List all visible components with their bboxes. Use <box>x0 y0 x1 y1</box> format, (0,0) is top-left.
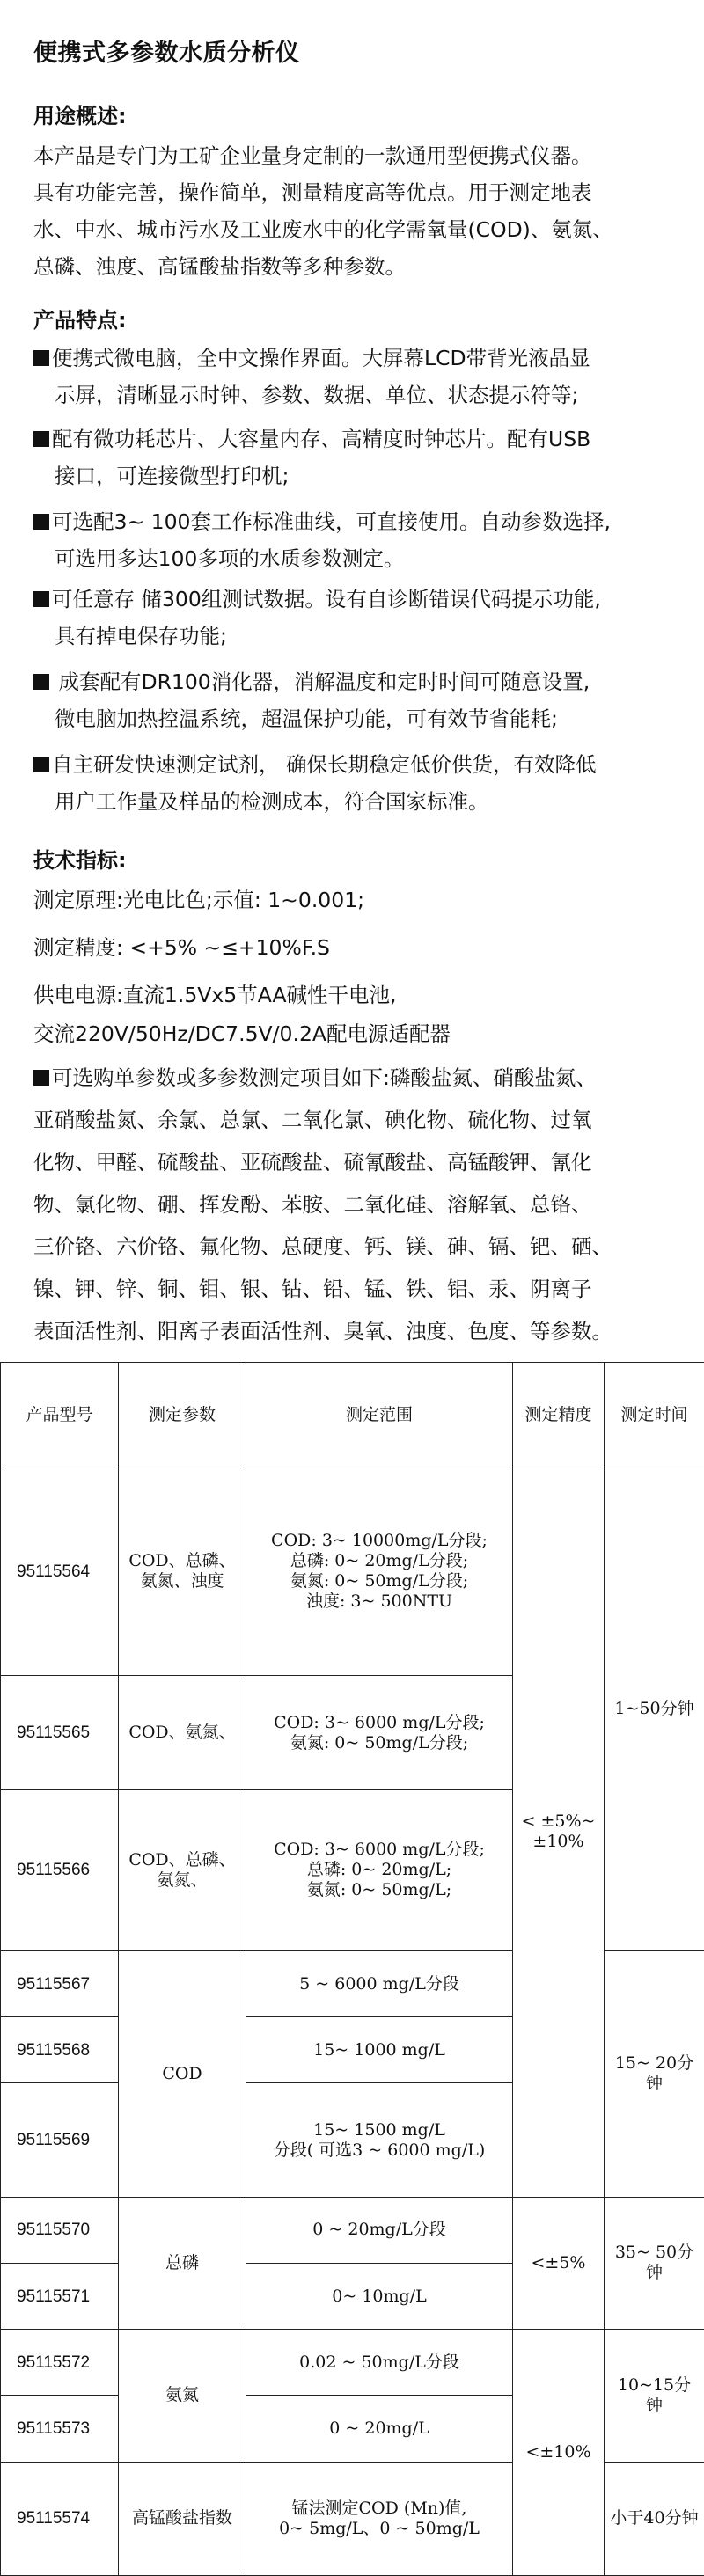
table-row <box>1 2197 704 2263</box>
bullet-square-icon <box>33 674 49 690</box>
spec-line: 测定精度: <+5% ~≤+10%F.S <box>33 935 330 960</box>
range-cell <box>246 2263 513 2329</box>
model-cell: 95115567 <box>1 1951 119 2017</box>
optional-line: 亚硝酸盐氮、余氯、总氯、二氧化氯、碘化物、硫化物、过氧 <box>33 1108 592 1132</box>
range-line: 氨氮: 0~ 50mg/L分段; <box>290 1732 469 1753</box>
time-cell: 15~ 20分钟 <box>605 1951 704 2198</box>
usage-line: 具有功能完善，操作简单，测量精度高等优点。用于测定地表 <box>33 180 592 205</box>
feature-line: 可选用多达100多项的水质参数测定。 <box>55 546 405 571</box>
range-line: 0~ 10mg/L <box>332 2286 427 2306</box>
spec-line: 交流220V/50Hz/DC7.5V/0.2A配电源适配器 <box>33 1021 451 1046</box>
range-line: COD: 3~ 6000 mg/L分段; <box>274 1712 485 1732</box>
range-cell <box>246 2462 513 2575</box>
usage-line: 总磷、浊度、高锰酸盐指数等多种参数。 <box>33 254 406 279</box>
feature-item <box>33 581 685 618</box>
bullet-square-icon <box>33 350 49 366</box>
feature-item <box>33 503 685 540</box>
range-line: 0.02 ~ 50mg/L分段 <box>299 2352 459 2372</box>
model-cell: 95115570 <box>1 2197 119 2263</box>
params-cell: COD <box>119 1951 246 2198</box>
range-cell <box>246 2396 513 2462</box>
optional-line: 三价铬、六价铬、氟化物、总硬度、钙、镁、砷、镉、钯、硒、 <box>33 1234 612 1259</box>
header-params: 测定参数 <box>119 1363 246 1467</box>
optional-line: 化物、甲醛、硫酸盐、亚硫酸盐、硫氰酸盐、高锰酸钾、氰化 <box>33 1150 592 1175</box>
page-title: 便携式多参数水质分析仪 <box>33 40 300 67</box>
optional-line: 镍、钾、锌、铜、钼、银、钴、铅、锰、铁、铝、汞、阴离子 <box>33 1277 592 1301</box>
time-cell: 35~ 50分钟 <box>605 2197 704 2329</box>
params-cell: 高锰酸盐指数 <box>119 2462 246 2575</box>
spec-line: 供电电源:直流1.5Vx5节AA碱性干电池, <box>33 983 397 1007</box>
bullet-square-icon <box>33 591 49 607</box>
accuracy-cell: < ±5%~ ±10% <box>513 1467 605 2198</box>
feature-item <box>33 746 685 783</box>
range-cell <box>246 1951 513 2017</box>
model-cell: 95115571 <box>1 2263 119 2329</box>
range-cell <box>246 2083 513 2197</box>
header-model: 产品型号 <box>1 1363 119 1467</box>
header-time: 测定时间 <box>605 1363 704 1467</box>
model-cell: 95115566 <box>1 1789 119 1950</box>
bullet-square-icon <box>33 431 49 447</box>
model-cell: 95115564 <box>1 1467 119 1676</box>
bullet-square-icon <box>33 514 49 530</box>
feature-line: 可选配3~ 100套工作标准曲线，可直接使用。自动参数选择, <box>52 509 611 534</box>
feature-line: 具有掉电保存功能; <box>55 624 227 648</box>
range-line: 15~ 1500 mg/L <box>313 2119 445 2140</box>
params-cell: COD、总磷、氨氮、 <box>119 1789 246 1950</box>
model-cell: 95115572 <box>1 2330 119 2396</box>
feature-item <box>33 421 685 457</box>
model-cell: 95115573 <box>1 2396 119 2462</box>
feature-line: 便携式微电脑，全中文操作界面。大屏幕LCD带背光液晶显 <box>52 346 590 370</box>
range-cell <box>246 1676 513 1789</box>
features-heading: 产品特点: <box>33 308 127 333</box>
model-cell: 95115574 <box>1 2462 119 2575</box>
header-range: 测定范围 <box>246 1363 513 1467</box>
feature-item <box>33 340 685 377</box>
model-cell: 95115568 <box>1 2017 119 2083</box>
range-line: 氨氮: 0~ 50mg/L; <box>306 1880 452 1900</box>
range-line: 5 ~ 6000 mg/L分段 <box>299 1973 459 1994</box>
range-line: 15~ 1000 mg/L <box>313 2039 445 2060</box>
time-cell: 10~15分钟 <box>605 2330 704 2462</box>
accuracy-cell: <±5% <box>513 2197 605 2329</box>
bullet-square-icon <box>33 757 49 772</box>
range-line: 分段( 可选3 ~ 6000 mg/L) <box>273 2140 486 2160</box>
specs-heading: 技术指标: <box>33 848 127 873</box>
optional-line: 物、氯化物、硼、挥发酚、苯胺、二氧化硅、溶解氧、总铬、 <box>33 1192 592 1217</box>
params-cell: COD、氨氮、 <box>119 1676 246 1789</box>
range-cell <box>246 2330 513 2396</box>
feature-line: 用户工作量及样品的检测成本，符合国家标准。 <box>55 789 489 814</box>
range-line: 0 ~ 20mg/L分段 <box>312 2220 446 2240</box>
range-line: 锰法测定COD (Mn)值, <box>291 2498 467 2518</box>
model-cell: 95115565 <box>1 1676 119 1789</box>
feature-line: 成套配有DR100消化器，消解温度和定时时间可随意设置, <box>52 670 590 694</box>
table-header-row <box>1 1363 704 1467</box>
range-cell <box>246 2197 513 2263</box>
feature-line: 微电脑加热控温系统，超温保护功能，可有效节省能耗; <box>55 706 558 731</box>
range-line: 总磷: 0~ 20mg/L分段; <box>290 1551 469 1571</box>
spec-table <box>0 1362 704 2576</box>
accuracy-cell: <±10% <box>513 2330 605 2576</box>
header-accuracy: 测定精度 <box>513 1363 605 1467</box>
params-cell: 总磷 <box>119 2197 246 2329</box>
optional-item <box>33 1059 685 1096</box>
usage-line: 水、中水、城市污水及工业废水中的化学需氧量(COD)、氨氮、 <box>33 217 613 242</box>
range-cell <box>246 1467 513 1676</box>
feature-line: 可任意存 储300组测试数据。设有自诊断错误代码提示功能, <box>52 587 601 611</box>
feature-line: 接口，可连接微型打印机; <box>55 464 290 488</box>
range-line: 氨氮: 0~ 50mg/L分段; <box>290 1571 469 1592</box>
optional-line: 可选购单参数或多参数测定项目如下:磷酸盐氮、硝酸盐氮、 <box>52 1065 597 1090</box>
range-line: COD: 3~ 6000 mg/L分段; <box>274 1840 485 1860</box>
range-cell <box>246 1789 513 1950</box>
range-line: 浊度: 3~ 500NTU <box>305 1592 453 1612</box>
range-line: COD: 3~ 10000mg/L分段; <box>271 1531 488 1551</box>
bullet-square-icon <box>33 1070 49 1086</box>
spec-line: 测定原理:光电比色;示值: 1~0.001; <box>33 888 365 912</box>
feature-line: 自主研发快速测定试剂， 确保长期稳定低价供货，有效降低 <box>52 752 597 777</box>
time-cell: 小于40分钟 <box>605 2462 704 2575</box>
params-cell: COD、总磷、氨氮、浊度 <box>119 1467 246 1676</box>
table-row <box>1 1467 704 1676</box>
table-row <box>1 2330 704 2396</box>
params-cell: 氨氮 <box>119 2330 246 2462</box>
range-line: 0~ 5mg/L、0 ~ 50mg/L <box>279 2518 480 2538</box>
usage-heading: 用途概述: <box>33 104 127 128</box>
range-cell <box>246 2017 513 2083</box>
feature-item <box>33 663 685 700</box>
time-cell: 1~50分钟 <box>605 1467 704 1951</box>
range-line: 总磷: 0~ 20mg/L; <box>306 1860 452 1880</box>
usage-line: 本产品是专门为工矿企业量身定制的一款通用型便携式仪器。 <box>33 143 592 168</box>
optional-line: 表面活性剂、阳离子表面活性剂、臭氧、浊度、色度、等参数。 <box>33 1319 612 1343</box>
feature-line: 示屏，清晰显示时钟、参数、数据、单位、状态提示符等; <box>55 383 579 407</box>
feature-line: 配有微功耗芯片、大容量内存、高精度时钟芯片。配有USB <box>52 427 591 451</box>
model-cell: 95115569 <box>1 2083 119 2197</box>
range-line: 0 ~ 20mg/L <box>329 2419 429 2439</box>
